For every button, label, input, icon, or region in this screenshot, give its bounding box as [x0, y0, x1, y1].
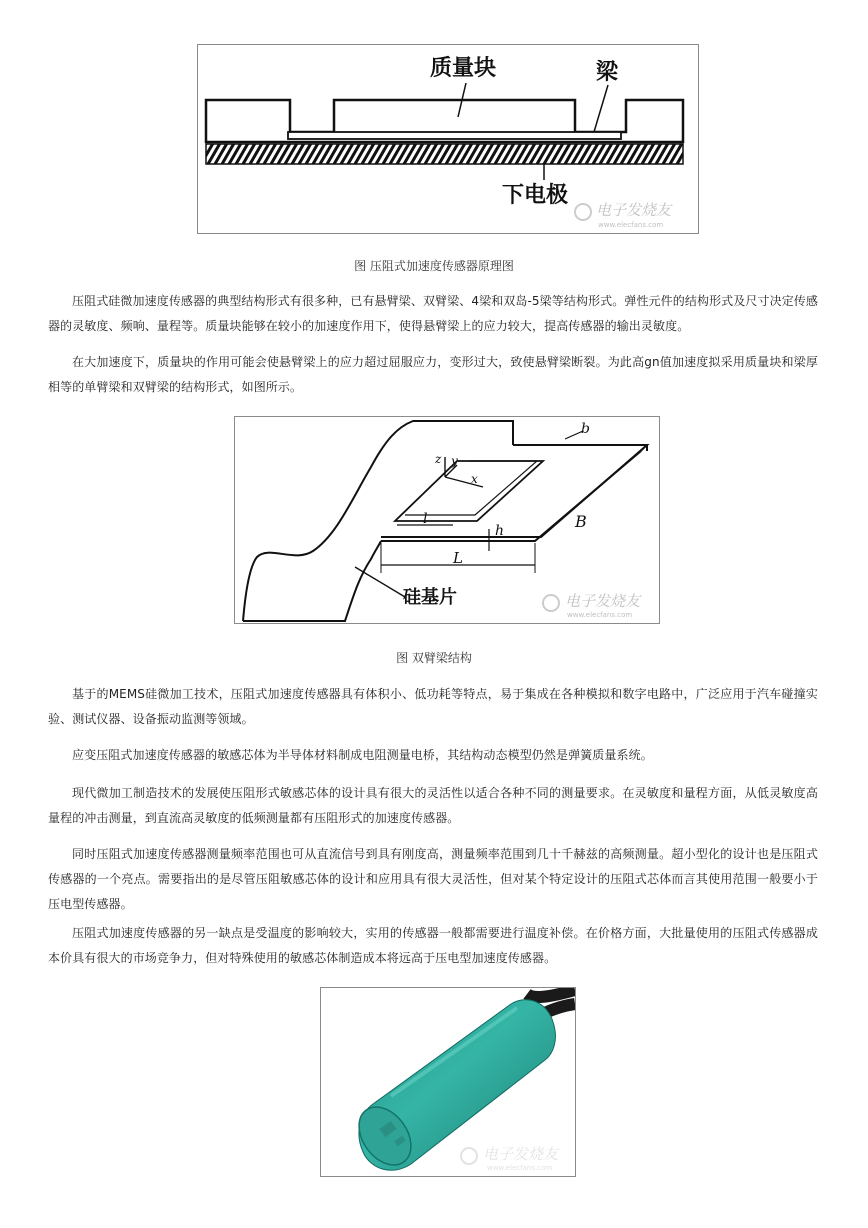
label-electrode: 下电极	[502, 182, 569, 208]
label-h: h	[495, 523, 505, 539]
principle-diagram	[198, 45, 698, 233]
sensor-photo	[321, 988, 575, 1176]
paragraph-4: 应变压阻式加速度传感器的敏感芯体为半导体材料制成电阻测量电桥，其结构动态模型仍然是弹簧质量系统。	[72, 748, 653, 762]
label-substrate: 硅基片	[403, 587, 457, 608]
watermark-text: 电子发烧友	[596, 201, 672, 219]
watermark-logo	[575, 201, 673, 229]
watermark-url: www.elecfans.com	[567, 611, 633, 619]
paragraph-6: 同时压阻式加速度传感器测量频率范围也可从直流信号到具有刚度高，测量频率范围到几十千赫兹的高频测量。超小型化的设计也是压阻式传感器的一个亮点。需要指出的是尽管压阻敏感芯体的设计和应用具有很大灵活性，但对某个特定设计的压阻式芯体而言其使用范围一般要小于压电型传感器。	[48, 847, 818, 911]
paragraph-3: 基于的MEMS硅微加工技术，压阻式加速度传感器具有体积小、低功耗等特点，易于集成在各种模拟和数字电路中，广泛应用于汽车碰撞实验、测试仪器、设备振动监测等领域。	[48, 687, 818, 726]
beam-shape	[288, 132, 621, 139]
label-b: b	[581, 421, 590, 437]
label-beam: 梁	[596, 59, 619, 85]
label-z: z	[435, 452, 442, 466]
paragraph-5: 现代微加工制造技术的发展使压阻形式敏感芯体的设计具有很大的灵活性以适合各种不同的测量要求。在灵敏度和量程方面，从低灵敏度高量程的冲击测量，到直流高灵敏度的低频测量都有压阻形式的加速度传感器。	[48, 786, 818, 825]
label-y: y	[451, 454, 458, 468]
electrode-hatch	[206, 144, 683, 164]
paragraph-7: 压阻式加速度传感器的另一缺点是受温度的影响较大，实用的传感器一般都需要进行温度补偿。在价格方面，大批量使用的压阻式传感器成本价具有很大的市场竞争力，但对特殊使用的敏感芯体制造成本将远高于压电型加速度传感器。	[48, 926, 818, 965]
figure-double-arm-beam	[234, 416, 660, 624]
label-l: l	[423, 511, 428, 527]
watermark-url: www.elecfans.com	[598, 221, 664, 229]
beam-diagram	[235, 417, 659, 623]
watermark-text: 电子发烧友	[483, 1145, 559, 1163]
label-L: L	[453, 549, 463, 567]
figure2-caption: 图 双臂梁结构	[396, 651, 472, 665]
label-x: x	[471, 472, 478, 486]
figure-sensor-photo	[320, 987, 576, 1177]
watermark-text: 电子发烧友	[565, 592, 641, 610]
figure1-caption: 图 压阻式加速度传感器原理图	[354, 259, 514, 273]
label-mass: 质量块	[430, 55, 497, 81]
figure-piezoresistive-principle	[197, 44, 699, 234]
paragraph-1: 压阻式硅微加速度传感器的典型结构形式有很多种，已有悬臂梁、双臂梁、4梁和双岛-5梁等结构形式。弹性元件的结构形式及尺寸决定传感器的灵敏度、频响、量程等。质量块能够在较小的加速度作用下，使得悬臂梁上的应力较大，提高传感器的输出灵敏度。	[48, 294, 818, 333]
paragraph-2: 在大加速度下，质量块的作用可能会使悬臂梁上的应力超过屈服应力，变形过大，致使悬臂梁断裂。为此高gn值加速度拟采用质量块和梁厚相等的单臂梁和双臂梁的结构形式，如图所示。	[48, 355, 818, 394]
watermark-url: www.elecfans.com	[487, 1164, 553, 1172]
label-B: B	[575, 512, 587, 531]
watermark-logo	[543, 592, 642, 619]
